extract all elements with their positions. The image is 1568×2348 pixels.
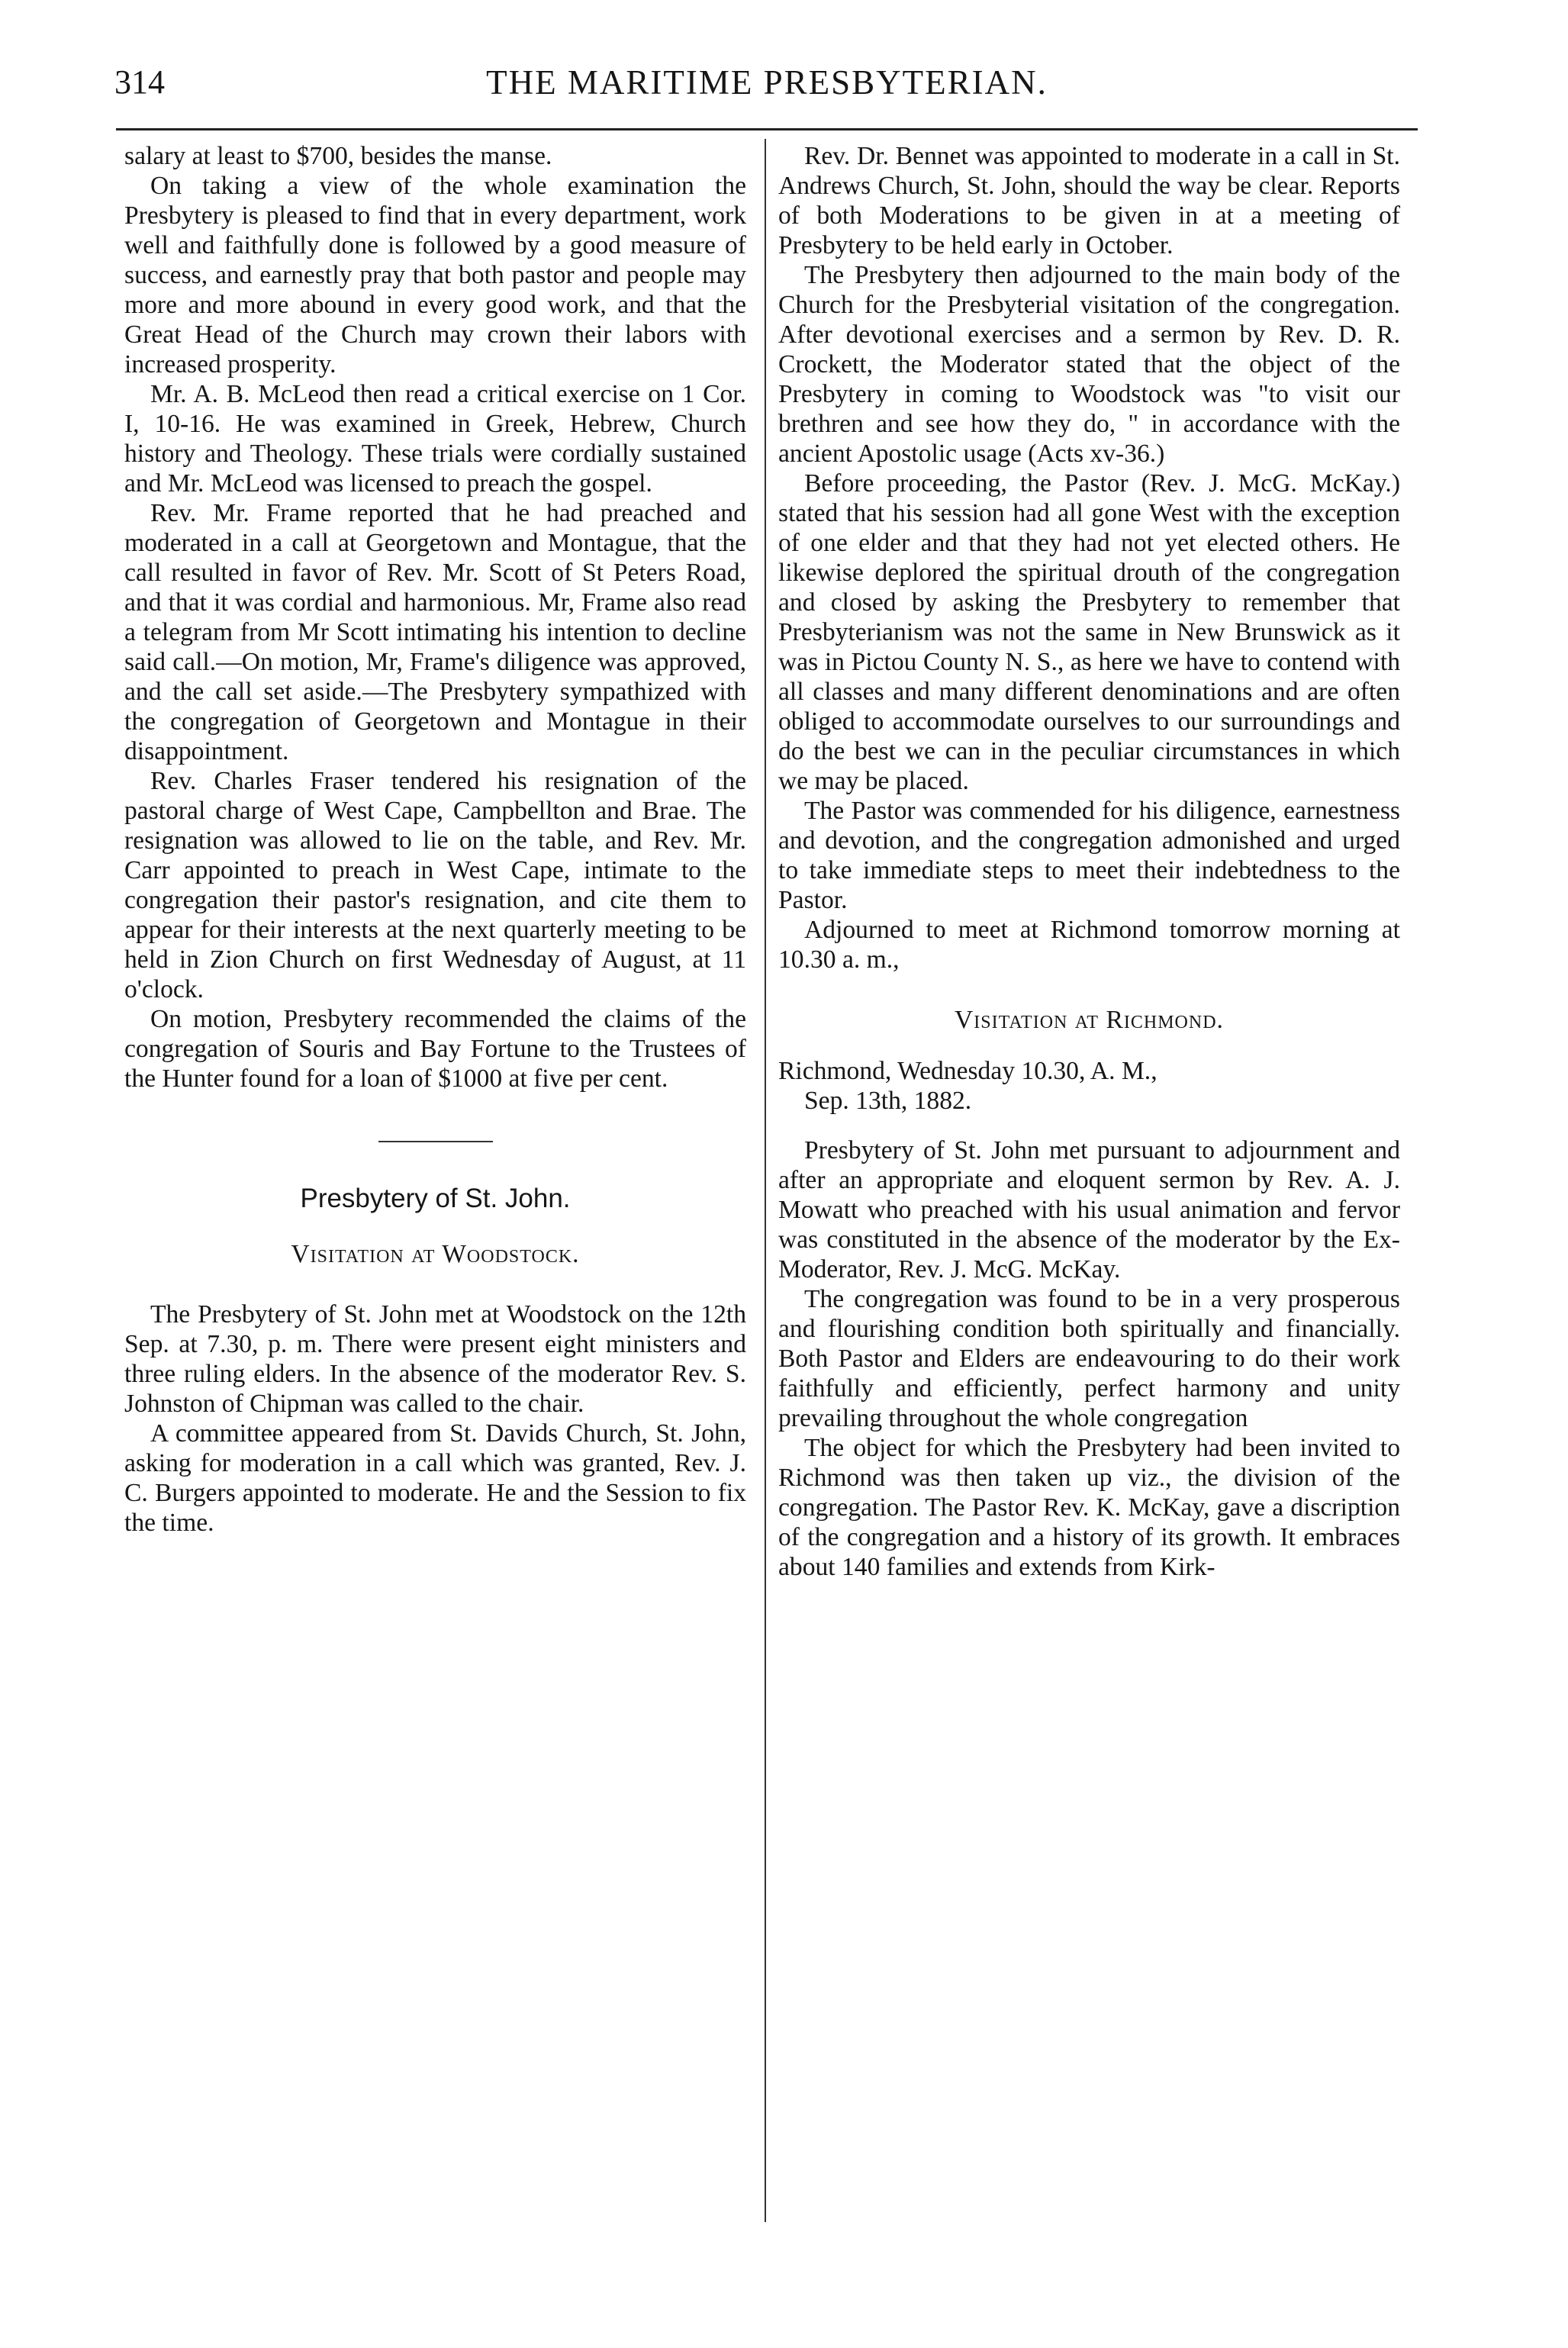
column-divider [765,139,766,2222]
running-title: THE MARITIME PRESBYTERIAN. [486,63,1048,101]
paragraph: Before proceeding, the Pastor (Rev. J. McG. McKay.) stated that his session had all gone West with the exception of one elder and that they had not yet elected others. He likewise deplored the spiritual drouth of the congregation and closed by asking the Presbytery to remember that Presbyterianism was not the same in New Brunswick as it was in Pictou County N. S., as here we have to contend with all classes and many different denominations and are often obliged to accommodate ourselves to our surroundings and do the best we can in the peculiar circumstances in which we may be placed. [778,469,1400,795]
paragraph: The congregation was found to be in a very prosperous and flourishing condition both spiritually and financially. Both Pastor and Elders are endeavouring to do their work faithfully and efficiently, perfect harmony and unity prevailing throughout the whole congregation [778,1285,1400,1432]
paragraph: A committee appeared from St. Davids Church, St. John, asking for moderation in a call which was granted, Rev. J. C. Burgers appointed to moderate. He and the Session to fix the time. [124,1419,746,1537]
paragraph: Rev. Dr. Bennet was appointed to moderate in a call in St. Andrews Church, St. John, should the way be clear. Reports of both Moderations to be given in at a meeting of Presbytery to be held early in October. [778,142,1400,259]
paragraph: The Pastor was commended for his diligence, earnestness and devotion, and the congregation admonished and urged to take immediate steps to meet their indebtedness to the Pastor. [778,797,1400,914]
header-rule [116,128,1418,130]
paragraph: Rev. Mr. Frame reported that he had preached and moderated in a call at Georgetown and Montague, that the call resulted in favor of Rev. Mr. Scott of St Peters Road, and that it was cordial and harmonious. Mr, Frame also read a telegram from Mr Scott intimating his intention to decline said call.—On motion, Mr, Frame's diligence was approved, and the call set aside.—The Presbytery sympathized with the congregation of Georgetown and Montague in their disappointment. [124,499,746,765]
dateline: Richmond, Wednesday 10.30, A. M., [778,1057,1157,1085]
subheading: Visitation at Richmond. [955,1006,1224,1034]
dateline-date: Sep. 13th, 1882. [804,1087,972,1115]
right-column [778,141,1400,1582]
page-header [114,63,1419,116]
section-title: Presbytery of St. John. [300,1184,571,1213]
paragraph: The object for which the Presbytery had been invited to Richmond was then taken up viz., the division of the congregation. The Pastor Rev. K. McKay, gave a discription of the congregation and a history of its growth. It embraces about 140 families and extends from Kirk- [778,1434,1400,1581]
left-column [124,141,746,1538]
paragraph: Rev. Charles Fraser tendered his resignation of the pastoral charge of West Cape, Campbellton and Brae. The resignation was allowed to lie on the table, and Rev. Mr. Carr appointed to preach in West Cape, intimate to the congregation their pastor's resignation, and cite them to appear for their interests at the next quarterly meeting to be held in Zion Church on first Wednesday of August, at 11 o'clock. [124,767,746,1003]
paragraph: The Presbytery of St. John met at Woodstock on the 12th Sep. at 7.30, p. m. There were present eight ministers and three ruling elders. In the absence of the moderator Rev. S. Johnston of Chipman was called to the chair. [124,1300,746,1418]
section-rule [378,1141,493,1142]
paragraph: Presbytery of St. John met pursuant to adjournment and after an appropriate and eloquent sermon by Rev. A. J. Mowatt who preached with his usual animation and fervor was constituted in the absence of the moderator by the Ex-Moderator, Rev. J. McG. McKay. [778,1136,1400,1284]
paragraph: The Presbytery then adjourned to the main body of the Church for the Presbyterial visitation of the congregation. After devotional exercises and a sermon by Rev. D. R. Crockett, the Moderator stated that the object of the Presbytery in coming to Woodstock was "to visit our brethren and see how they do, " in accordance with the ancient Apostolic usage (Acts xv-36.) [778,261,1400,468]
paragraph: salary at least to $700, besides the manse. [124,142,552,170]
paragraph: Adjourned to meet at Richmond tomorrow morning at 10.30 a. m., [778,916,1400,974]
page-number: 314 [114,63,165,101]
paragraph: On taking a view of the whole examination the Presbytery is pleased to find that in every department, work well and faithfully done is followed by a good measure of success, and earnestly pray that both pastor and people may more and more abound in every good work, and that the Great Head of the Church may crown their labors with increased prosperity. [124,172,746,378]
paragraph: On motion, Presbytery recommended the claims of the congregation of Souris and Bay Fortune to the Trustees of the Hunter found for a loan of $1000 at five per cent. [124,1005,746,1093]
subheading: Visitation at Woodstock. [291,1240,580,1268]
paragraph: Mr. A. B. McLeod then read a critical exercise on 1 Cor. I, 10-16. He was examined in Greek, Hebrew, Church history and Theology. These trials were cordially sustained and Mr. McLeod was licensed to preach the gospel. [124,380,746,498]
